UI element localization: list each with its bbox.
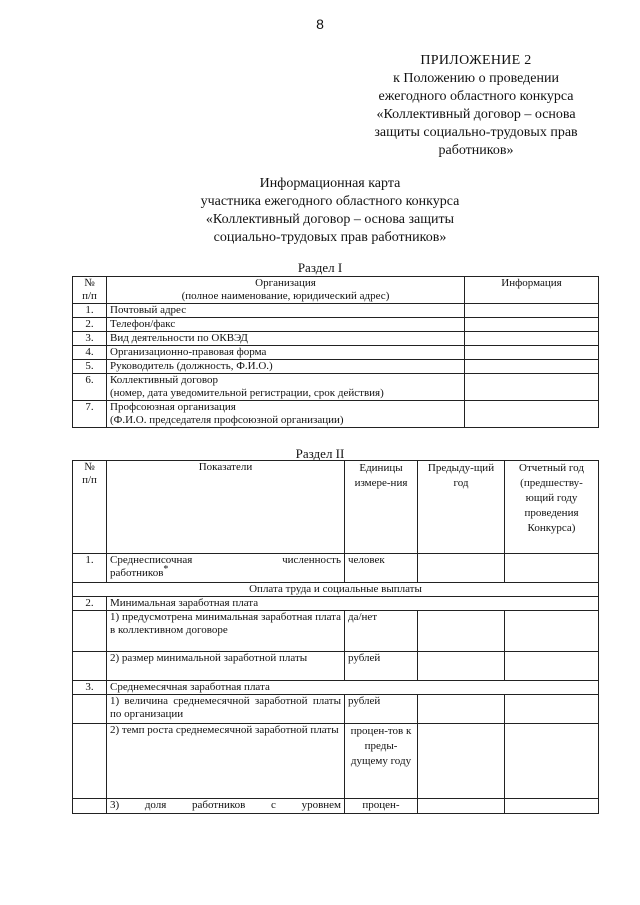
row-number: 1. [73, 554, 107, 583]
info-cell[interactable] [465, 360, 599, 374]
row-label: 1) предусмотрена минимальная заработная плата в коллективном договоре [107, 611, 345, 652]
row-number: 1. [73, 304, 107, 318]
value-cell[interactable] [505, 652, 599, 681]
card-title-line: участника ежегодного областного конкурса [200, 194, 460, 209]
footnote-mark: * [163, 564, 169, 575]
row-number: 7. [73, 401, 107, 428]
table-row [73, 597, 599, 611]
table-row [73, 611, 599, 652]
row-label: 1) величина среднемесячной заработной платы по организации [107, 695, 345, 724]
row-number: 5. [73, 360, 107, 374]
unit-cell: процен- [345, 799, 418, 814]
section2-table [72, 460, 599, 814]
empty-num-cell [73, 724, 107, 799]
value-cell[interactable] [418, 695, 505, 724]
row-label: Вид деятельности по ОКВЭД [107, 332, 465, 346]
appendix-line: «Коллективный договор – основа [376, 107, 576, 122]
section1-table [72, 276, 599, 428]
value-cell[interactable] [418, 724, 505, 799]
info-cell[interactable] [465, 401, 599, 428]
num-header-line: п/п [82, 290, 97, 302]
info-cell[interactable] [465, 318, 599, 332]
table-row [73, 304, 599, 318]
empty-num-cell [73, 695, 107, 724]
value-cell[interactable] [418, 652, 505, 681]
row-sublabel: (Ф.И.О. председателя профсоюзной организации) [110, 414, 344, 426]
row-label: Минимальная заработная плата [107, 597, 599, 611]
row-label: Профсоюзная организация [110, 401, 236, 413]
appendix-line: к Положению о проведении [393, 71, 559, 86]
value-cell[interactable] [505, 695, 599, 724]
row-label-word: численность [282, 554, 341, 566]
row-label-block [107, 401, 465, 428]
organization-header-note: (полное наименование, юридический адрес) [181, 290, 390, 302]
row-number: 2. [73, 597, 107, 611]
row-number: 4. [73, 346, 107, 360]
table-row [73, 799, 599, 814]
table-row [73, 652, 599, 681]
row-label: Телефон/факс [107, 318, 465, 332]
appendix-line: ежегодного областного конкурса [378, 89, 574, 104]
row-label-block [107, 374, 465, 401]
section1-header-row [73, 277, 599, 304]
appendix-line: защиты социально-трудовых прав [374, 125, 578, 140]
indicators-header: Показатели [107, 461, 345, 554]
unit-cell: процен-тов к преды-дущему году [345, 724, 418, 799]
row-label-word: Среднесписочная [110, 554, 193, 566]
subheading-row [73, 583, 599, 597]
table-row [73, 374, 599, 401]
row-label-block [107, 554, 345, 583]
row-number: 6. [73, 374, 107, 401]
row-label: 2) темп роста среднемесячной заработной платы [107, 724, 345, 799]
value-cell[interactable] [505, 799, 599, 814]
table-row [73, 332, 599, 346]
unit-cell: да/нет [345, 611, 418, 652]
card-title-line: социально-трудовых прав работников» [213, 230, 447, 245]
row-label: Почтовый адрес [107, 304, 465, 318]
table-row [73, 318, 599, 332]
report-year-header: Отчетный год (предшеству-ющий году проведения Конкурса) [505, 461, 599, 554]
row-label: Руководитель (должность, Ф.И.О.) [107, 360, 465, 374]
unit-cell: рублей [345, 695, 418, 724]
table-row [73, 360, 599, 374]
info-cell[interactable] [465, 374, 599, 401]
table-row [73, 554, 599, 583]
row-label: Коллективный договор [110, 374, 218, 386]
value-cell[interactable] [418, 554, 505, 583]
organization-header-title: Организация [255, 277, 316, 289]
num-header-line: № [84, 461, 95, 473]
row-label: Организационно-правовая форма [107, 346, 465, 360]
units-header: Единицы измере-ния [345, 461, 418, 554]
row-label-line [110, 564, 341, 580]
previous-year-header: Предыду-щий год [418, 461, 505, 554]
section-subheading: Оплата труда и социальные выплаты [73, 583, 599, 597]
appendix-header [345, 52, 607, 160]
table-row [73, 346, 599, 360]
info-cell[interactable] [465, 304, 599, 318]
num-header [73, 461, 107, 554]
info-cell[interactable] [465, 346, 599, 360]
info-cell[interactable] [465, 332, 599, 346]
num-header-line: № [84, 277, 95, 289]
table-row [73, 401, 599, 428]
row-number: 3. [73, 681, 107, 695]
page-number: 8 [316, 16, 324, 32]
row-label: 2) размер минимальной заработной платы [107, 652, 345, 681]
row-number: 2. [73, 318, 107, 332]
organization-header [107, 277, 465, 304]
row-number: 3. [73, 332, 107, 346]
appendix-line: работников» [438, 143, 514, 158]
empty-num-cell [73, 611, 107, 652]
row-label: 3) доля работников с уровнем [107, 799, 345, 814]
value-cell[interactable] [505, 724, 599, 799]
unit-cell: рублей [345, 652, 418, 681]
card-title-line: «Коллективный договор – основа защиты [205, 212, 455, 227]
appendix-title: ПРИЛОЖЕНИЕ 2 [420, 53, 532, 68]
row-label-line [110, 554, 341, 567]
value-cell[interactable] [505, 554, 599, 583]
table-row [73, 724, 599, 799]
num-header-line: п/п [82, 474, 97, 486]
information-header: Информация [465, 277, 599, 304]
section1-heading: Раздел I [297, 260, 343, 275]
unit-cell: человек [345, 554, 418, 583]
table-row [73, 681, 599, 695]
row-sublabel: (номер, дата уведомительной регистрации, срок действия) [110, 387, 384, 399]
value-cell[interactable] [418, 611, 505, 652]
empty-num-cell [73, 652, 107, 681]
section2-header-row [73, 461, 599, 554]
card-title-line: Информационная карта [259, 176, 401, 191]
row-label: Среднемесячная заработная плата [107, 681, 599, 695]
value-cell[interactable] [505, 611, 599, 652]
empty-num-cell [73, 799, 107, 814]
row-label-word: работников [110, 567, 164, 579]
card-title [70, 175, 590, 247]
value-cell[interactable] [418, 799, 505, 814]
num-header [73, 277, 107, 304]
section2-heading: Раздел II [295, 446, 345, 461]
table-row [73, 695, 599, 724]
